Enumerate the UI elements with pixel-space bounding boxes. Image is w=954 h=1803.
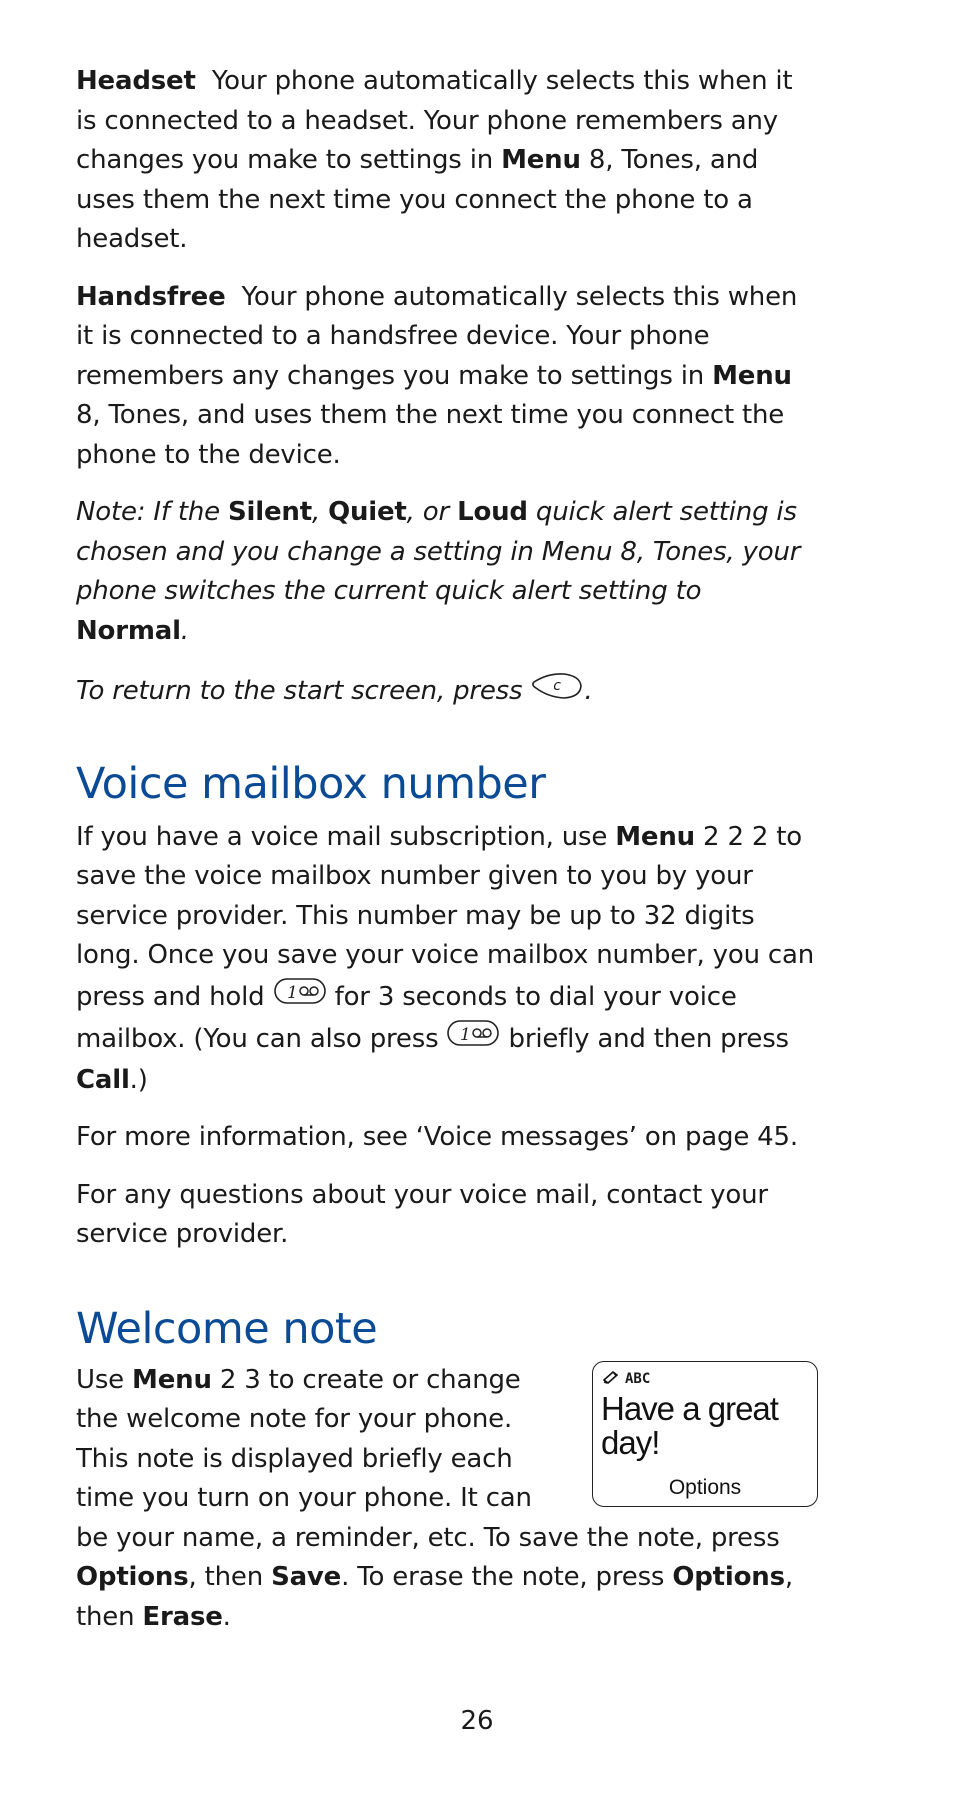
voice-call: Call — [76, 1064, 130, 1095]
note-silent: Silent — [228, 497, 312, 527]
welcome-p-d: . To erase the note, press — [341, 1562, 673, 1592]
handsfree-menu: Menu — [712, 360, 792, 391]
svg-text:1: 1 — [286, 982, 298, 1003]
text-mode-indicator: ABC — [625, 1370, 651, 1387]
voice-mailbox-heading: Voice mailbox number — [76, 758, 546, 809]
note-comma: , — [311, 497, 329, 527]
voice-p1-e: .) — [129, 1064, 148, 1095]
voice-p1-c: for 3 seconds to dial your voice mailbox. (You can also press — [76, 981, 737, 1054]
welcome-p-a: Use — [76, 1364, 133, 1395]
note-paragraph — [76, 493, 816, 651]
pencil-icon — [603, 1370, 621, 1388]
softkey-options: Options — [668, 1475, 742, 1499]
note-prefix: Note: If the — [76, 497, 228, 527]
welcome-save: Save — [271, 1562, 342, 1592]
welcome-message: Have a great day! — [601, 1389, 778, 1461]
voice-paragraph-3: For any questions about your voice mail, contact your service provider. — [76, 1179, 768, 1249]
welcome-p-b: 2 3 to create or change the welcome note for your phone. This note is displayed briefly each time you turn on your phone. It can be your name, a reminder, etc. To save the note, press — [76, 1364, 780, 1553]
handsfree-term: Handsfree — [76, 281, 226, 312]
headset-paragraph — [76, 62, 816, 260]
note-normal: Normal — [76, 615, 181, 646]
note-or: , or — [406, 497, 458, 527]
voice-p1-a: If you have a voice mail subscription, use — [76, 821, 616, 852]
key-1-voicemail-icon — [446, 1018, 500, 1061]
page-content — [76, 62, 816, 1655]
headset-text-2: 8, Tones, and uses them the next time you connect the phone to a headset. — [76, 145, 759, 254]
phone-status-bar — [603, 1370, 650, 1388]
note-quiet: Quiet — [328, 497, 407, 527]
return-text: To return to the start screen, press — [76, 675, 531, 706]
handsfree-text-2: 8, Tones, and uses them the next time you connect the phone to the device. — [76, 400, 785, 470]
headset-text-1: Your phone automatically selects this when it is connected to a headset. Your phone remembers any changes you make to settings in — [76, 66, 793, 175]
voice-p1-d: briefly and then press — [500, 1023, 789, 1054]
clear-key-icon — [530, 669, 584, 714]
welcome-note-heading: Welcome note — [76, 1303, 378, 1354]
page-number: 26 — [460, 1706, 494, 1736]
svg-text:c: c — [553, 678, 562, 694]
welcome-p-c: , then — [188, 1562, 272, 1592]
note-text: quick alert setting is chosen and you change a setting in Menu 8, Tones, your phone switches the current quick alert setting to — [76, 497, 801, 606]
return-end: . — [584, 675, 593, 706]
note-end: . — [180, 615, 189, 646]
phone-screen-illustration — [592, 1361, 818, 1507]
handsfree-text-1: Your phone automatically selects this when it is connected to a handsfree device. Your phone remembers any changes you make to settings in — [76, 281, 798, 391]
voice-p1-b: 2 2 2 to save the voice mailbox number given to you by your service provider. This number may be up to 32 digits long. Once you save your voice mailbox number, you can press and hold — [76, 821, 815, 1012]
welcome-options-2: Options — [672, 1562, 785, 1592]
return-paragraph — [76, 669, 816, 714]
voice-menu: Menu — [615, 821, 695, 852]
note-loud: Loud — [457, 497, 528, 527]
welcome-menu: Menu — [132, 1364, 212, 1395]
key-1-voicemail-icon — [273, 976, 327, 1019]
svg-text:1: 1 — [460, 1025, 472, 1045]
welcome-erase: Erase — [142, 1601, 223, 1632]
welcome-p-f: . — [222, 1601, 231, 1632]
welcome-options-1: Options — [76, 1562, 189, 1592]
headset-menu: Menu — [501, 145, 581, 175]
handsfree-paragraph — [76, 278, 816, 476]
voice-paragraph-2: For more information, see ‘Voice messages’ on page 45. — [76, 1122, 798, 1152]
headset-term: Headset — [76, 66, 196, 96]
voice-paragraph-1 — [76, 818, 816, 1101]
welcome-p-e: , then — [76, 1562, 793, 1632]
